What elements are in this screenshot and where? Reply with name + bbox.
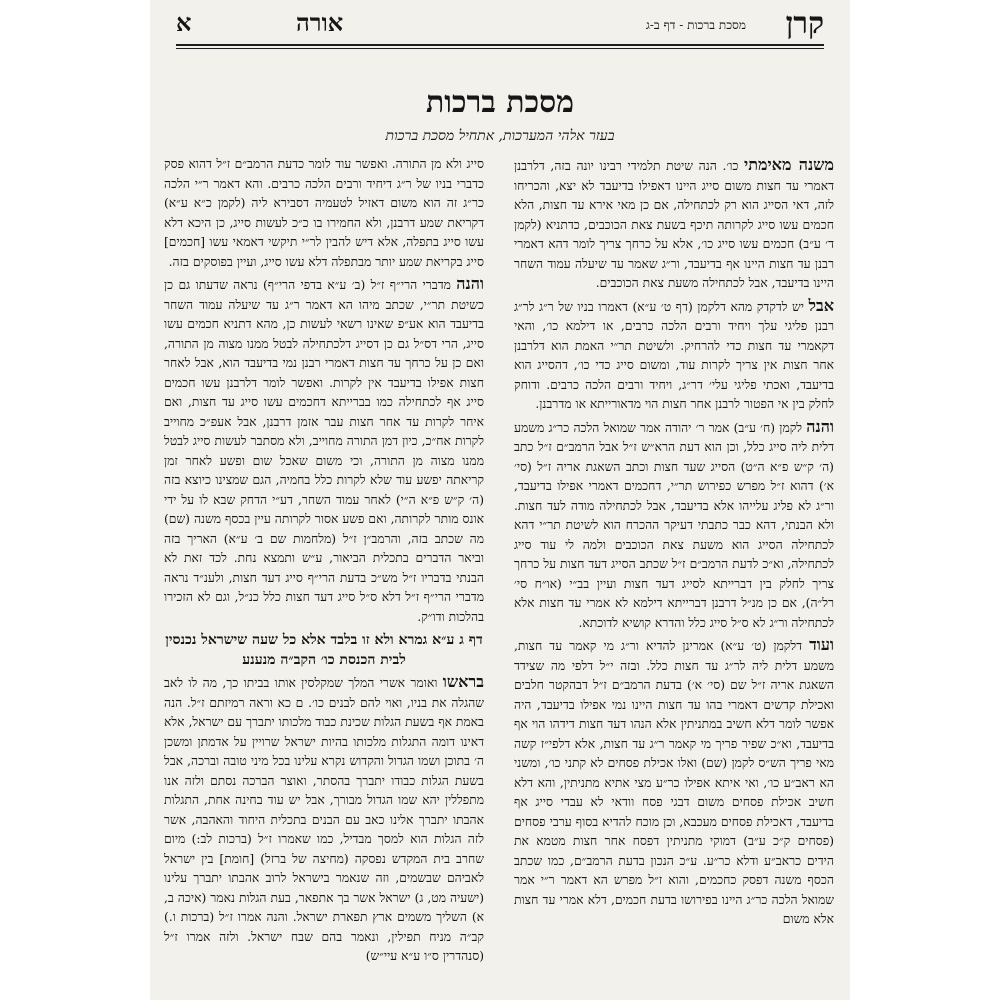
- paragraph: [164, 274, 484, 627]
- paragraph-lead-word: משנה מאימתי: [744, 155, 834, 174]
- paragraph-lead-word: והנה: [456, 274, 484, 293]
- paragraph: [514, 635, 834, 930]
- paragraph-text: דלקמן (ט׳ ע״א) אמרינן להדיא ור״ג מי קאמר עד חצות, משמע דלית ליה לר״ג עד חצות כלל. ובזה י״ל דלפי מה שצידד השאגת אריה ז״ל שם (סי׳ א׳) בדעת הרמב״ם ז״ל דבהקטר חלבים ואכילת קדשים דאמרי בהו עד חצות היינו נמי אפילו בדיעבד, היה אפשר לומר דלא חשיב במתניתין אלא הנהו דעד חצות דידהו הוי אף בדיעבד, וא״כ שפיר פריך מי קאמר ר״ג עד חצות, אלא דלפי״ז קשה מאי פריך הש״ס לקמן (שם) ואלו אכילת פסחים לא קתני כו׳, ומשני הא ראב״ע כו׳, ואי איתא אפילו כר״ע מצי אתיא מתניתין, והא דלא חשיב אכילת פסחים משום דבגי פסח וודאי לא עבדי סייג אף בדיעבד, דאכילת פסחים מעכבא, וכן מוכח להדיא בסוף ערבי פסחים (פסחים ק״כ ע״ב) דמוקי מתניתין דפסח אחר חצות מטמא את הידים כראב״ע ודלא כר״ע. ע״כ הנכון בדעת הרמב״ם, כמו שכתב הכסף משנה דפסק כחכמים, והוא ז״ל מפרש הא דאמר ר״י אמר שמואל הלכה כר״ג היינו בפירושו בדעת חכמים, דלא אמרי עד חצות אלא משום: [514, 639, 834, 926]
- paragraph-text: לקמן (ח׳ ע״ב) אמר ר׳ יהודה אמר שמואל הלכה כר״ג משמע דלית ליה סייג כלל, וכן הוא דעת הרא״ש ז״ל אבל הרמב״ם ז״ל כתב (ה׳ ק״ש פ״א ה״ט) הסייג שעד חצות וכתב השאגת אריה ז״ל (סי׳ א׳) דהוא ז״ל מפרש כפירוש תר״י, דחכמים דאמרי אפילו בדיעבד, ור״ג לא פליג עלייהו אלא בדיעבד, אבל לכתחילה מודה לעד חצות. ולא הבנתי, דהא כבר כתבתי דעיקר ההכרח הוא לשיטת תר״י דהא לכתחילה הסייג הוא משעת צאת הכוכבים ולמה לי עוד סייג לכתחילה, וא״כ לדעת הרמב״ם ז״ל שכתב הסייג דעד חצות על כרחך צריך לחלק בין דברייתא לסייג דעד חצות ועיין בב״י (או״ח סי׳ רל״ה), אם כן מנ״ל דרבנן דברייתא דילמא לא אמרי עד חצות אלא לכתחילה ור״ג לא ס״ל סייג כלל והדרא קושיא לדוכתא.: [514, 420, 834, 630]
- paragraph-text: מדברי הרי״ף ז״ל (ב׳ ע״א בדפי הרי״ף) נראה שדעתו גם כן כשיטת תר״י, שכתב מיהו הא דאמר ר״ג עד שיעלה עמוד השחר בדיעבד הוא אע״פ שאינו רשאי לעשות כן, מהא דתניא חכמים עשו סייג, הרי דס״ל גם כן דסייג דלכתחילה לבטל ממנו מצוה מן התורה, ואם כן על כרחך עד חצות דאמרי רבנן נמי בדיעבד הוא, אבל לאחר חצות אפילו בדיעבד אין לקרות. ואפשר לומר דלרבנן עשו חכמים סייג אף לכתחילה כמו בברייתא דחכמים עשו סייג עד חצות, ואם איחר לקרות עד אחר חצות עבר אזמן דרבנן, אבל אעפ״כ מחוייב לקרות אח״כ, כיון דמן התורה מחוייב, ולא מסתבר לעשות סייג לבטל ממנו מצוה מן התורה, וכי משום שאכל שום ופשע לאחר זמן קריאתה יפשע עוד שלא לקרות כלל בחמיה, הגם שמצינו כיוצא בזה (ה׳ ק״ש פ״א ה״י) לאחר עמוד השחר, דע״י הדחק שבא לו על ידי אונס מותר לקרותה, ואם פשע אסור לקרותה עיין בכסף משנה (שם) מה שכתב בזה, והרמב״ן ז״ל (מלחמות שם ב׳ ע״א) האריך בזה וביאר הדברים בתכלית הביאור, ע״ש ותמצא נחת. לכד זאת לא הבנתי בדבריו ז״ל מש״כ בדעת הרי״ף סייג דעד חצות, ולענ״ד נראה מדברי הרי״ף ז״ל דלא ס״ל סייג דעד חצות כלל כנ״ל, וגם לא הזכירו בהלכות ודו״ק.: [164, 278, 484, 624]
- paragraph: [514, 296, 834, 415]
- book-page: [150, 0, 850, 1000]
- paragraph-lead-word: ועוד: [809, 635, 834, 654]
- header-work-title: אורה: [296, 8, 344, 37]
- header-folio-letter: א: [176, 8, 192, 37]
- tractate-title: מסכת ברכות: [425, 85, 575, 120]
- header-rule-thin: [176, 48, 824, 49]
- header-subtitle: מסכת ברכות - דף ב-ג: [645, 18, 746, 32]
- paragraph-lead-word: בראשו: [442, 672, 484, 691]
- paragraph: [164, 155, 484, 272]
- paragraph-lead-word: והנה: [806, 416, 834, 436]
- left-text-column: [164, 155, 484, 995]
- right-text-column: [514, 155, 834, 995]
- paragraph-text: ואומר אשרי המלך שמקלסין אותו בביתו כך, מה לו לאב שהגלה את בניו, ואוי להם לבנים כו׳. ם כא וראה רמיזתם ז״ל. הנה באמת אף בשעת הגלות שכינת כבוד מלכותו יתברך עם ישראל, אלא דאינו דומה התגלות מלכותו בהיות ישראל שרויין על אדמתן ומשכן ה׳ בתוכן ושמו הגדול והקדוש נקרא עלינו בכל מיני טובה וברכה, אבל בשעת הגלות כבודו יתברך בהסתר, ואוצר הברכה נסתם ולזה אנו מתפללין יהא שמו הגדול מבורך, אבל יש עוד בחינה אחת, התגלות אהבתו יתברך אלינו כאב עם הבנים בתכלית היחוד והאהבה, אשר לזה הגלות הוא למסך מבדיל, כמו שאמרו ז״ל (ברכות לב:) מיום שחרב בית המקדש נפסקה (מחיצה של ברזל) [חומת] בין ישראל לאביהם שבשמים, וזה שנאמר בישראל לרוב אהבתו יתברך עלינו (ישעיה מט, ג) ישראל אשר בך אתפאר, בעת הגלות נאמר (איכה ב, א) השליך משמים ארץ תפארת ישראל. והנה אמרו ז״ל (ברכות ו.) קב״ה מניח תפילין, ונאמר בהם שבח ישראל. ולזה אמרו ז״ל (סנהדרין ס״ו ע״א עיי״ש): [164, 676, 484, 963]
- paragraph-lead-word: אבל: [808, 295, 834, 315]
- intro-line: בעזר אלהי המערכות, אתחיל מסכת ברכות: [385, 128, 615, 144]
- header-rule: [176, 44, 824, 46]
- paragraph-text: כו׳. הנה שיטת תלמידי רבינו יונה בזה, דלרבנן דאמרי עד חצות משום סייג היינו דאפילו בדיעבד לא יצא, והכריחו לזה, דאי הסייג הוא רק לכתחילה, אם כן מאי אירא עד חצות, הלא חכמים עשו סייג לקרותה תיכף בשעת צאת הכוכבים, כדתניא (לקמן ד׳ ע״ב) חכמים עשו סייג כו׳, אלא על כרחך צריך לומר דהא דאמרי רבנן עד חצות היינו אף בדיעבד, ור״ג שאמר עד שיעלה עמוד השחר היינו בדיעבד, אבל לכתחילה משעת צאת הכוכבים.: [514, 159, 834, 290]
- paragraph: [514, 155, 834, 294]
- running-header: [176, 4, 824, 44]
- section-heading: דף ג ע״א גמרא ולא זו בלבד אלא כל שעה שישראל נכנסין לבית הכנסת כו׳ הקב״ה מנענע: [165, 632, 483, 668]
- paragraph-text: סייג ולא מן התורה. ואפשר עוד לומר כדעת הרמב״ם ז״ל דהוא פסק כדברי בניו של ר״ג דיחיד ורבים הלכה כרבים. והא דאמר ר״י הלכה כר״ג זה הוא משום דאזיל לטעמיה דסבירא ליה (לקמן כ״א ע״א) דקריאת שמע דרבנן, ולא החמירו בו כ״כ לעשות סייג, כן היכא דלא עשו סייג בתפלה, אלא דיש להבין לר״י תיקשי דאמאי עשו [חכמים] סייג בקריאת שמע יותר מבתפלה דלא עשו סייג, ועיין בפוסקים בזה.: [164, 157, 484, 269]
- header-book-title: קרן: [785, 6, 824, 41]
- paragraph-text: יש לדקדק מהא דלקמן (דף ט׳ ע״א) דאמרו בניו של ר״ג לר״ג רבנן פליגי עלך ויחיד ורבים הלכה כרבים, או דילמא כו׳, והאי דקאמרי עד חצות כדי להרחיק. ולשיטת תר״י האמת הוא דלרבנן אחר חצות אין צריך לקרות עוד, ומשום סייג כדי כו׳, דהסייג הוא בדיעבד, ואכתי פליגי עלי׳ דר״ג, ויחיד ורבים הלכה כרבים. ודוחק לחלק בין אי הפטור לרבנן אחר חצות הוי מדאורייתא או מדרבנן.: [514, 299, 834, 411]
- paragraph: [514, 417, 834, 634]
- paragraph: [164, 672, 484, 967]
